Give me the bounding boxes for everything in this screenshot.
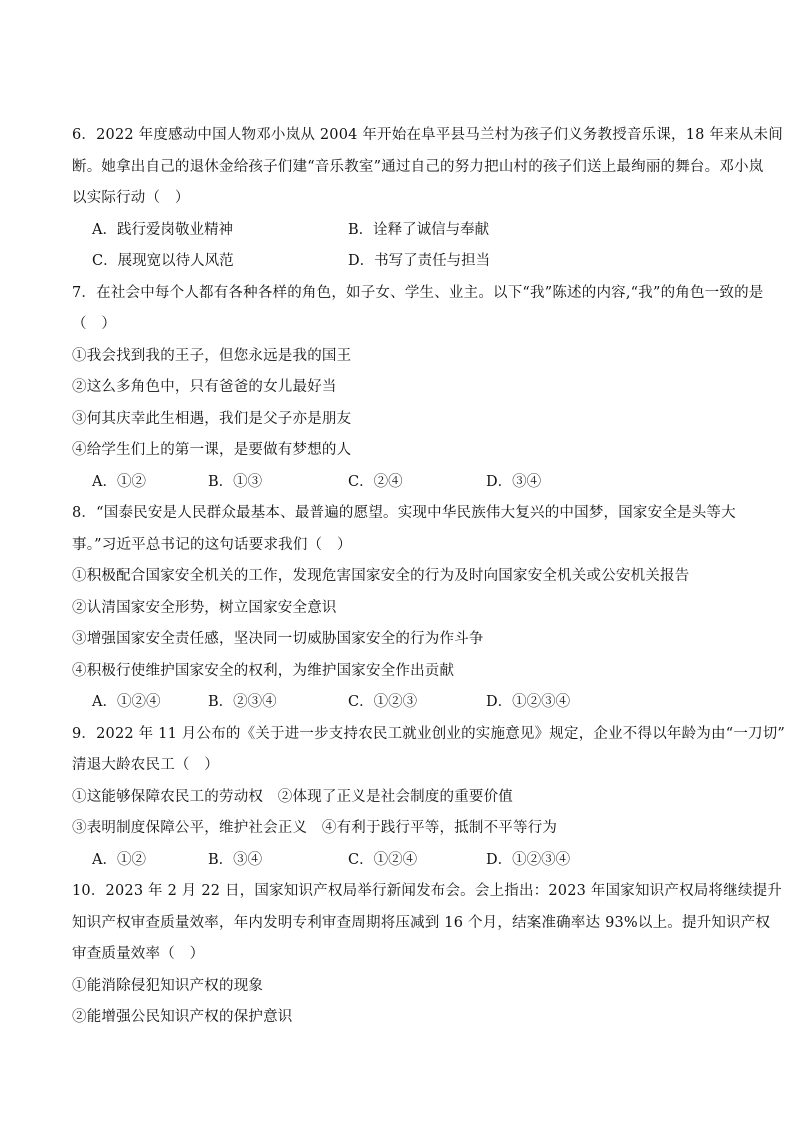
option-a: A．①②④	[92, 694, 161, 710]
question-text-line: 7．在社会中每个人都有各种各样的角色，如子女、学生、业主。以下“我”陈述的内容,“我”的角色一致的是	[72, 284, 764, 301]
statement-line: ③表明制度保障公平，维护社会正义 ④有利于践行平等，抵制不平等行为	[72, 820, 558, 836]
option-b: B．①③	[208, 473, 263, 490]
option-b: B．③④	[208, 851, 263, 868]
statement-line: ②这么多角色中，只有爸爸的女儿最好当	[72, 379, 337, 395]
question-8	[72, 498, 736, 719]
question-text-line: 知识产权审查质量效率，年内发明专利审查周期将压减到 16 个月，结案准确率达 93%以上。提升知识产权	[72, 914, 771, 931]
statement-line: ④给学生们上的第一课，是要做有梦想的人	[72, 442, 352, 458]
statement-line: ①能消除侵犯知识产权的现象	[72, 977, 264, 994]
question-text-line: 清退大龄农民工（ ）	[72, 757, 219, 773]
option-a: A．践行爱岗敬业精神	[92, 221, 233, 238]
statement-line: ③何其庆幸此生相遇，我们是父子亦是朋友	[72, 410, 352, 427]
options-row	[72, 246, 732, 278]
option-c: C．展现宽以待人风范	[92, 253, 234, 269]
option-b: B．诠释了诚信与奉献	[348, 221, 490, 238]
question-text-line: 9．2022 年 11 月公布的《关于进一步支持农民工就业创业的实施意见》规定，企业不得以年龄为由“一刀切”	[72, 725, 786, 742]
option-c: C．②④	[348, 473, 403, 490]
options-row	[72, 467, 732, 499]
option-a: A．①②	[92, 473, 146, 490]
statement-line: ①这能够保障农民工的劳动权 ②体现了正义是社会制度的重要价值	[72, 788, 513, 805]
option-c: C．①②③	[348, 694, 418, 710]
exam-page	[72, 120, 786, 1034]
question-text-line: 6．2022 年度感动中国人物邓小岚从 2004 年开始在阜平县马兰村为孩子们义务教授音乐课，18 年来从未间	[72, 127, 783, 143]
question-6	[72, 120, 783, 278]
option-d: D．书写了责任与担当	[348, 253, 491, 269]
option-d: D．③④	[486, 473, 542, 490]
options-row	[72, 687, 732, 719]
statement-line: ②认清国家安全形势，树立国家安全意识	[72, 599, 337, 616]
question-text-line: 以实际行动（ ）	[72, 190, 190, 206]
question-10	[72, 876, 782, 1034]
option-a: A．①②	[92, 851, 146, 868]
question-text-line: 断。她拿出自己的退休金给孩子们建“音乐教室”通过自己的努力把山村的孩子们送上最绚丽的舞台。邓小岚	[72, 158, 764, 175]
option-b: B．②③④	[208, 694, 277, 710]
question-text-line: 事。”习近平总书记的这句话要求我们（ ）	[72, 536, 352, 553]
statement-line: ①我会找到我的王子，但您永远是我的国王	[72, 347, 352, 364]
question-7	[72, 278, 764, 499]
question-text-line: （ ）	[72, 316, 117, 332]
question-9	[72, 719, 786, 877]
options-row	[72, 845, 732, 877]
option-d: D．①②③④	[486, 694, 571, 710]
option-c: C．①②④	[348, 851, 418, 868]
statement-line: ②能增强公民知识产权的保护意识	[72, 1009, 293, 1025]
statement-line: ④积极行使维护国家安全的权利，为维护国家安全作出贡献	[72, 662, 455, 679]
question-text-line: 8．“国泰民安是人民群众最基本、最普遍的愿望。实现中华民族伟大复兴的中国梦，国家安全是头等大	[72, 505, 736, 521]
options-row	[72, 215, 732, 247]
question-text-line: 审查质量效率（ ）	[72, 946, 205, 962]
statement-line: ③增强国家安全责任感，坚决同一切威胁国家安全的行为作斗争	[72, 631, 484, 647]
option-d: D．①②③④	[486, 851, 571, 868]
question-text-line: 10．2023 年 2 月 22 日，国家知识产权局举行新闻发布会。会上指出：2023 年国家知识产权局将继续提升	[72, 883, 782, 899]
statement-line: ①积极配合国家安全机关的工作，发现危害国家安全的行为及时向国家安全机关或公安机关报告	[72, 568, 690, 584]
